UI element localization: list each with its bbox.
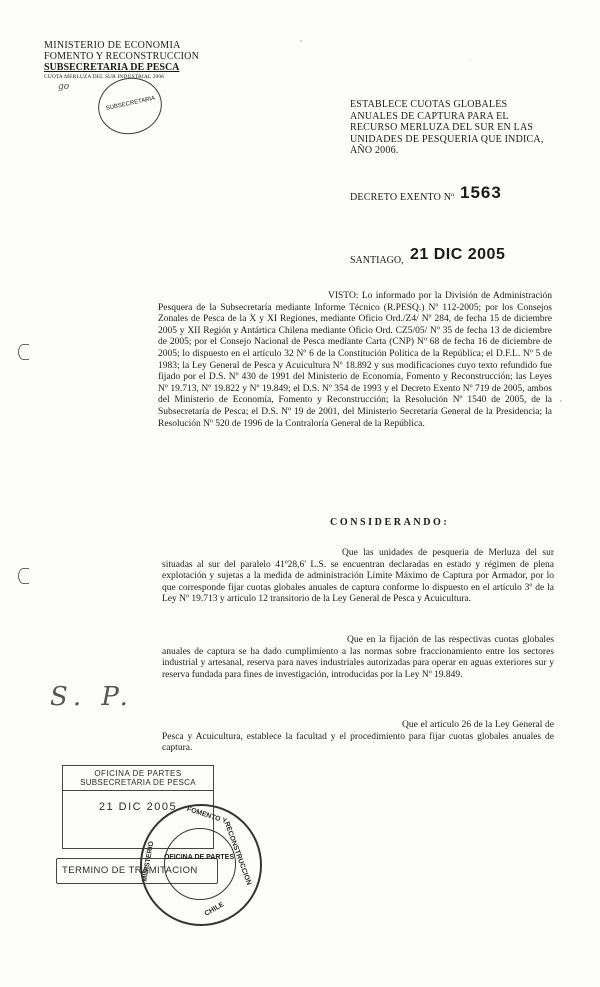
office-stamp-date: 21 DIC 2005	[98, 801, 178, 813]
handwritten-initials: go	[58, 82, 70, 92]
seal-top-text: FOMENTO Y	[185, 805, 228, 826]
place-city: SANTIAGO,	[350, 255, 404, 266]
office-stamp-term: TERMINO DE TRAMITACION	[62, 865, 198, 876]
seal-bottom-text: CHILE	[203, 901, 226, 918]
decree-title: ESTABLECE CUOTAS GLOBALES ANUALES DE CAPTURA PARA EL RECURSO MERLUZA DEL SUR EN LAS UNIDADES DE PESQUERIA QUE INDICA, AÑO 2006.	[350, 99, 544, 156]
top-stamp-text: SUBSECRETARIA	[105, 95, 156, 112]
handwritten-margin-mark: S. P.	[50, 682, 134, 712]
ministry-header	[44, 40, 264, 81]
file-reference: CUOTA MERLUZA DEL SUR INDUSTRIAL 2006	[44, 74, 165, 80]
ministry-name: MINISTERIO DE ECONOMIA	[44, 40, 181, 51]
visto-paragraph: VISTO: Lo informado por la División de Administración Pesquera de la Subsecretaría mediante Informe Técnico (R.PESQ.) Nº 112-2005; por los Consejos Zonales de Pesca de la X y XI Regiones, mediante Oficio Ord./Z4/ Nº 284, de fecha 15 de diciembre 2005 y XII Región y Antártica Chilena mediante Oficio Ord. CZ5/05/ Nº 35 de fecha 13 de diciembre de 2005; por el Consejo Nacional de Pesca mediante Carta (CNP) Nº 68 de fecha 16 de diciembre de 2005; lo dispuesto en el artículo 32 Nº 6 de la Constitución Política de la República; el D.F.L. Nº 5 de 1983; la Ley General de Pesca y Acuicultura Nº 18.892 y sus modificaciones cuyo texto refundido fue fijado por el D.S. Nº 430 de 1991 del Ministerio de Economía, Fomento y Reconstrucción; las Leyes Nº 19.713, Nº 19.822 y Nº 19.849; el D.S. Nº 354 de 1993 y el Decreto Exento Nº 719 de 2005, ambos del Ministerio de Economía, Fomento y Reconstrucción; la Resolución Nº 1540 de 2005, de la Subsecretaría de Pesca; el D.S. Nº 19 de 2001, del Ministerio Secretaría General de la Presidencia; la Resolución Nº 520 de 1996 de la Contraloría General de la República.	[158, 291, 552, 429]
considerando-paragraph-1: Que las unidades de pesquería de Merluza del sur situadas al sur del paralelo 41º28,6' L.S. se encuentran declaradas en estado y régimen de plena explotación y sujetas a la medida de administración Límite Máximo de Captura por Armador, por lo que corresponde fijar cuotas globales anuales de captura conforme lo dispuesto en el artículo 3º de la Ley Nº 19.713 y artículo 12 transitorio de la Ley General de Pesca y Acuicultura.	[162, 548, 554, 605]
subsecretaria-name: SUBSECRETARIA DE PESCA	[44, 62, 180, 73]
seal-right-text: RECONSTRUCCION	[222, 820, 253, 887]
considerando-paragraph-2: Que en la fijación de las respectivas cuotas globales anuales de captura se ha dado cumplimiento a las normas sobre fraccionamiento entre los sectores industrial y artesanal, reserva para naves industriales autorizadas para operar en aguas exteriores sur y reserva fundada para fines de investigación, introducidas por la Ley Nº 19.849.	[162, 635, 554, 680]
seal-center-text: OFICINA DE PARTES	[163, 854, 234, 861]
top-round-stamp	[93, 72, 167, 140]
seal-left-text: MINISTERIO	[141, 840, 156, 883]
office-stamp-line2: SUBSECRETARIA DE PESCA	[63, 778, 213, 791]
considerando-paragraph-3: Que el artículo 26 de la Ley General de Pesca y Acuicultura, establece la facultad y el procedimiento para fijar cuotas globales anuales de captura.	[162, 720, 554, 754]
punch-hole-mark	[18, 568, 29, 584]
ministry-subtitle: FOMENTO Y RECONSTRUCCION	[44, 51, 200, 62]
punch-hole-mark	[18, 344, 29, 360]
ministry-round-seal	[140, 804, 262, 926]
seal-inner-ring	[164, 828, 236, 900]
considerando-heading: CONSIDERANDO:	[330, 517, 450, 528]
decree-date: 21 DIC 2005	[410, 246, 506, 263]
office-stamp-line1: OFICINA DE PARTES	[94, 769, 182, 778]
decree-number: 1563	[460, 183, 502, 202]
decree-label: DECRETO EXENTO Nº	[350, 192, 455, 203]
